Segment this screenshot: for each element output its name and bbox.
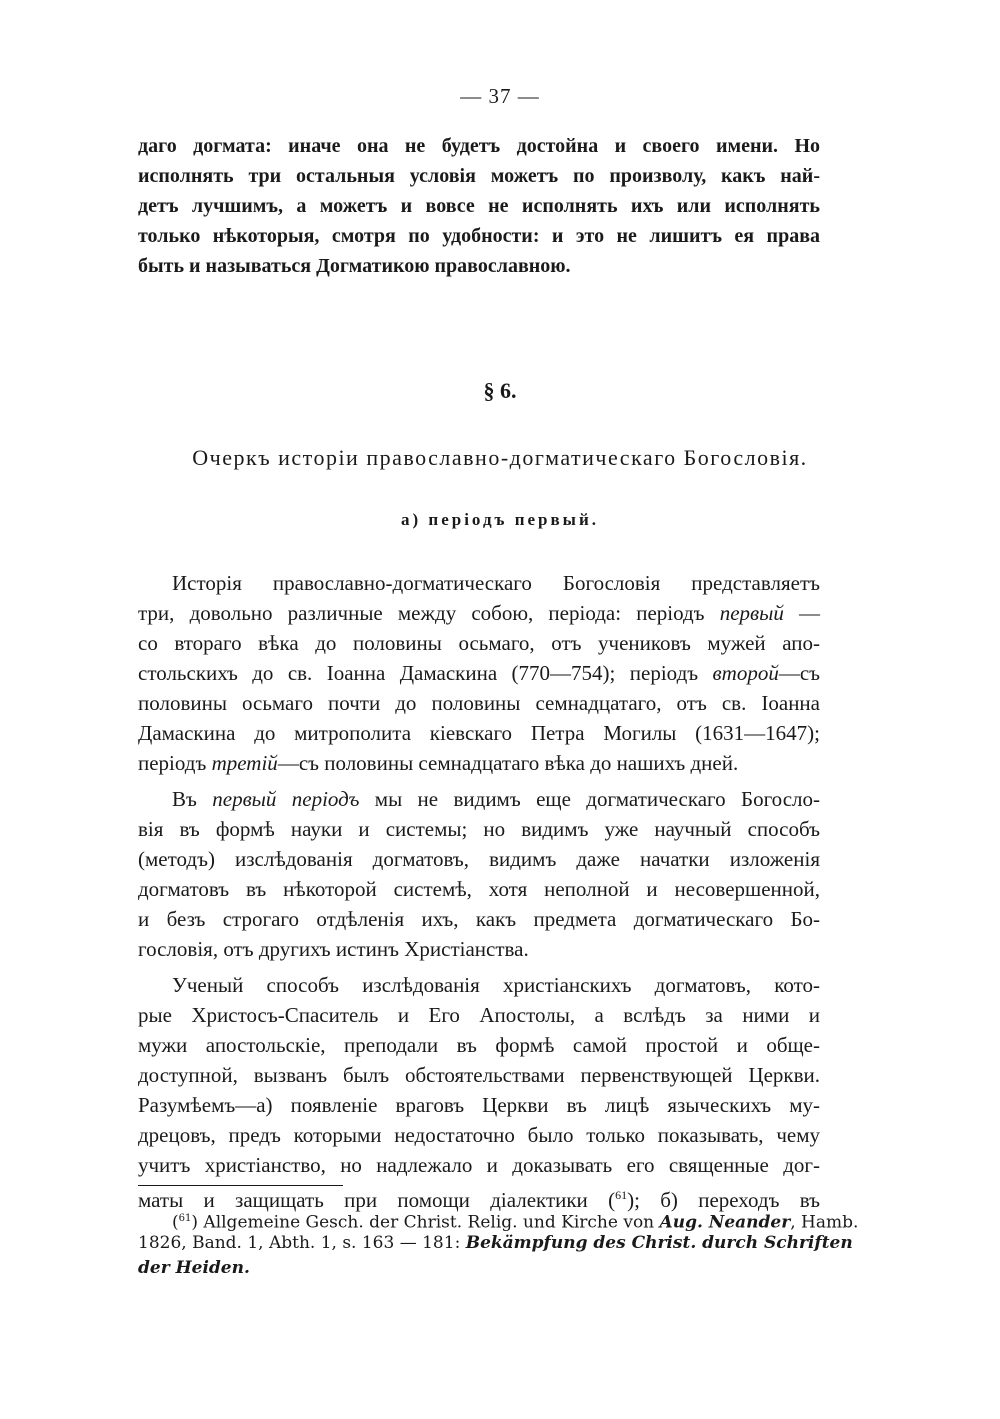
period-heading: а) періодъ первый. <box>401 510 599 529</box>
footnote-reference: 61 <box>615 1188 628 1202</box>
footnote <box>138 1206 859 1281</box>
text-line: ($^{61}$) Allgemeine Gesch. der Christ. Relig. und Kirche von Aug. Neander, Hamb. <box>172 1212 859 1233</box>
text-line: доступной, вызванъ былъ обстоятельствами первенствующей Церкви. <box>138 1063 820 1087</box>
text-line: Дамаскина до митрополита кіевскаго Петра Могилы (1631—1647); <box>138 721 820 745</box>
text-line: стольскихъ до св. Іоанна Дамаскина (770—754); періодъ второй—съ <box>138 661 820 685</box>
text-line: учитъ христіанство, но надлежало и доказывать его священные дог- <box>138 1153 820 1177</box>
text-line: быть и называться Догматикою православною. <box>138 255 571 277</box>
paragraph-1 <box>138 568 820 778</box>
text-line: Разумѣемъ—а) появленіе враговъ Церкви въ лицѣ языческихъ му- <box>138 1093 820 1117</box>
text-line: маты и защищать при помощи діалектики ($^{61}$); б) переходъ въ <box>138 1188 820 1212</box>
intro-paragraph <box>138 131 820 281</box>
text-line: Исторія православно-догматическаго Богословія представляетъ <box>172 571 820 595</box>
text-line: (методъ) изслѣдованія догматовъ, видимъ даже начатки изложенія <box>138 847 820 871</box>
page-number: — 37 — <box>460 84 540 108</box>
footnote-divider <box>138 1185 343 1186</box>
body-text <box>138 568 820 1210</box>
text-line: исполнять три остальныя условія можетъ по произволу, какъ най- <box>138 165 820 187</box>
text-line: 1826, Band. 1, Abth. 1, s. 163 — 181: Bekämpfung des Christ. durch Schriften <box>138 1233 853 1253</box>
text-line: Въ первый періодъ мы не видимъ еще догматическаго Богосло- <box>172 787 820 811</box>
text-line: со втораго вѣка до половины осьмаго, отъ учениковъ мужей апо- <box>138 631 820 655</box>
text-line: даго догмата: иначе она не будетъ достойна и своего имени. Но <box>138 135 820 157</box>
text-line: der Heiden. <box>138 1258 250 1278</box>
text-line: три, довольно различные между собою, періода: періодъ первый — <box>138 601 821 625</box>
text-line: догматовъ въ нѣкоторой системѣ, хотя неполной и несовершенной, <box>138 877 820 901</box>
text-line: дрецовъ, предъ которыми недостаточно было только показывать, чему <box>138 1123 820 1147</box>
text-line: періодъ третій—съ половины семнадцатаго вѣка до нашихъ дней. <box>138 751 739 775</box>
text-line: мужи апостольскіе, преподали въ формѣ самой простой и обще- <box>138 1033 820 1057</box>
text-line: гословія, отъ другихъ истинъ Христіанства. <box>138 937 529 961</box>
section-title: Очеркъ исторіи православно-догматическаго Богословія. <box>192 445 808 470</box>
text-line: детъ лучшимъ, а можетъ и вовсе не исполнять ихъ или исполнять <box>138 195 820 217</box>
text-line: и безъ строгаго отдѣленія ихъ, какъ предмета догматическаго Бо- <box>138 907 820 931</box>
text-line: вія въ формѣ науки и системы; но видимъ уже научный способъ <box>138 817 820 841</box>
footnote-marker: 61 <box>178 1213 192 1224</box>
text-line: только нѣкоторыя, смотря по удобности: и это не лишитъ ея права <box>138 225 820 247</box>
section-number: § 6. <box>483 378 517 403</box>
text-line: половины осьмаго почти до половины семнадцатаго, отъ св. Іоанна <box>138 691 820 715</box>
text-line: Ученый способъ изслѣдованія христіанскихъ догматовъ, кото- <box>172 973 820 997</box>
paragraph-2 <box>138 784 820 964</box>
paragraph-3 <box>138 970 820 1210</box>
text-line: рые Христосъ-Спаситель и Его Апостолы, а вслѣдъ за ними и <box>138 1003 820 1027</box>
